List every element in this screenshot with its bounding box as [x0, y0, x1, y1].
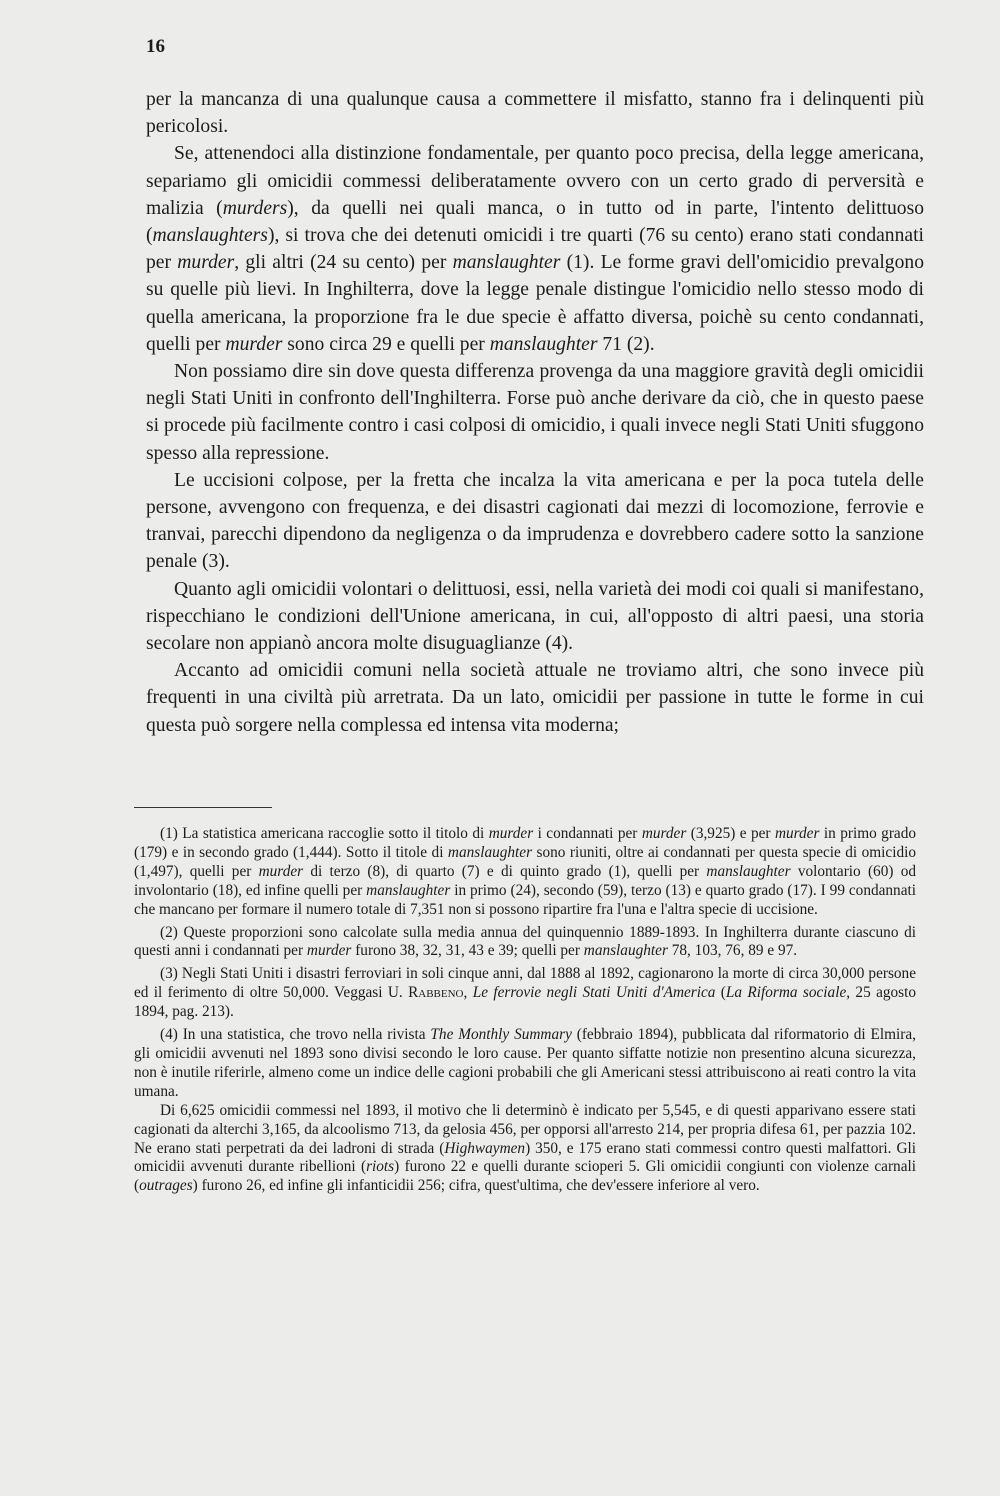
italic-term: murder: [488, 825, 534, 842]
italic-term: manslaughters: [152, 225, 268, 247]
text-run: di terzo (8), di quarto (7) e di quinto grado (1), quelli per: [303, 862, 707, 880]
italic-term: murder: [177, 252, 235, 274]
italic-term: manslaughter: [489, 333, 598, 355]
body-paragraph: [146, 86, 924, 140]
main-text: [146, 86, 924, 739]
text-run: (1). Le forme gravi dell'omicidio prevalgono su quelle più lievi. In Inghilterra, dove la legge penale distingue l'omicidio nello stesso modo di quella americana, la proporzione fra le due specie è affatto diversa, poichè su cento condannati, quelli per: [146, 252, 924, 355]
italic-term: riots: [366, 1158, 395, 1176]
footnotes: [134, 825, 916, 1196]
text-run: , 25 agosto 1894, pag. 213).: [134, 984, 917, 1021]
italic-term: Le ferrovie negli Stati Uniti d'America: [472, 984, 716, 1002]
italic-term: murder: [306, 942, 352, 960]
text-run: (3,925) e per: [686, 825, 775, 842]
text-run: per la mancanza di una qualunque causa a commettere il misfatto, stanno fra i delinquenti più pericolosi.: [146, 89, 924, 138]
text-run: (3) Negli Stati Uniti i disastri ferroviari in soli cinque anni, dal 1888 al 1892, cagionarono la morte di circa 30,000 persone ed il ferimento di oltre 50,000. Veggasi U.: [134, 965, 916, 1002]
footnote: [134, 825, 916, 920]
footnote-rule: [134, 807, 272, 808]
text-run: ) furono 22 e quelli durante scioperi 5. Gli omicidii congiunti con violenze carnali (: [134, 1158, 916, 1195]
text-run: sono circa 29 e quelli per: [282, 333, 490, 355]
italic-term: The Monthly Summary: [430, 1026, 572, 1044]
italic-term: manslaughter: [447, 843, 533, 861]
italic-term: murder: [641, 825, 687, 842]
footnote: [134, 1102, 916, 1197]
body-paragraph: [146, 657, 924, 739]
italic-term: La Riforma sociale: [725, 984, 847, 1002]
body-paragraph: [146, 467, 924, 576]
text-run: ), da quelli nei quali manca, o in tutto od in parte, l'intento delittuoso (: [146, 197, 924, 247]
text-run: , gli altri (24 su cento) per: [234, 252, 453, 274]
text-run: Se, attenendoci alla distinzione fondamentale, per quanto poco precisa, della legge americana, separiamo gli omicidii commessi deliberatamente ovvero con un certo grado di perversità e malizia (: [146, 143, 924, 219]
text-run: ) 350, e 175 erano stati commessi contro questi malfattori. Gli omicidii avvenuti durante ribellioni (: [134, 1139, 916, 1176]
footnote: [134, 965, 916, 1022]
text-run: ), si trova che dei detenuti omicidi i tre quarti (76 su cento) erano stati condannati per: [146, 225, 924, 274]
italic-term: murder: [774, 825, 820, 842]
text-run: Quanto agli omicidii volontari o delittuosi, essi, nella varietà dei modi coi quali si manifestano, rispecchiano le condizioni dell'Unione americana, in cui, all'opposto di altri paesi, una storia secolare non appianò ancora molte disuguaglianze (4).: [146, 578, 924, 655]
text-run: ,: [463, 984, 473, 1002]
text-run: Non possiamo dire sin dove questa differenza provenga da una maggiore gravità degli omicidii negli Stati Uniti in confronto dell'Inghilterra. Forse può anche derivare da ciò, che in questo paese si procede più facilmente contro i casi colposi di omicidio, i quali invece negli Stati Uniti sfuggono spesso alla repressione.: [146, 361, 924, 464]
text-run: volontario (60) od involontario (18), ed infine quelli per: [134, 862, 917, 899]
page-number: 16: [146, 36, 165, 57]
italic-term: manslaughter: [583, 942, 668, 960]
text-run: (: [715, 984, 726, 1002]
text-run: 78, 103, 76, 89 e 97.: [667, 942, 798, 960]
text-run: sono riuniti, oltre ai condannati per questa specie di omicidio (1,497), quelli per: [134, 843, 917, 880]
italic-term: manslaughter: [706, 862, 791, 880]
text-run: Rabbeno: [408, 984, 464, 1002]
text-run: Le uccisioni colpose, per la fretta che incalza la vita americana e per la poca tutela delle persone, avvengono con frequenza, e dei disastri cagionati dai mezzi di locomozione, ferrovie e tranvai, parecchi dipendono da negligenza o da imprudenza e dovrebbero cadere sotto la sanzione penale (3).: [146, 469, 924, 573]
italic-term: manslaughter: [366, 881, 451, 899]
text-run: Di 6,625 omicidii commessi nel 1893, il motivo che li determinò è indicato per 5,545, e di questi apparivano essere stati cagionati da alterchi 3,165, da alcoolismo 713, da gelosia 456, per opporsi all'arresto 214, per propria difesa 61, per pazzia 102. Ne erano stati perpetrati da dei ladroni di strada (: [134, 1101, 916, 1157]
body-paragraph: [146, 576, 924, 658]
italic-term: outrages: [139, 1177, 193, 1195]
text-run: in primo (24), secondo (59), terzo (13) e quarto grado (17). I 99 condannati che mancano per formare il numero totale di 7,351 non si possono ripartire fra l'una e l'altra specie di uccisione.: [134, 881, 916, 918]
text-run: (4) In una statistica, che trovo nella rivista: [160, 1026, 431, 1044]
italic-term: Highwaymen: [444, 1139, 526, 1157]
footnote: [134, 924, 916, 962]
body-paragraph: [146, 358, 924, 467]
text-run: (1) La statistica americana raccoglie sotto il titolo di: [160, 825, 489, 842]
text-run: in primo grado (179) e in secondo grado (1,444). Sotto il titole di: [134, 825, 916, 861]
body-paragraph: [146, 140, 924, 358]
footnote: [134, 1026, 916, 1102]
text-run: i condannati per: [533, 825, 642, 842]
italic-term: manslaughter: [452, 252, 561, 274]
italic-term: murder: [225, 333, 283, 355]
text-run: ) furono 26, ed infine gli infanticidii 256; cifra, quest'ultima, che dev'essere inferiore al vero.: [192, 1177, 760, 1195]
text-run: (2) Queste proporzioni sono calcolate sulla media annua del quinquennio 1889-1893. In Inghilterra durante ciascuno di questi anni i condannati per: [134, 923, 916, 960]
text-run: Accanto ad omicidii comuni nella società attuale ne troviamo altri, che sono invece più frequenti in una civiltà più arretrata. Da un lato, omicidii per passione in tutte le forme in cui questa può sorgere nella complessa ed intensa vita moderna;: [146, 660, 924, 736]
italic-term: murder: [258, 862, 304, 880]
italic-term: murders: [222, 197, 288, 219]
text-run: furono 38, 32, 31, 43 e 39; quelli per: [351, 942, 584, 960]
text-run: 71 (2).: [597, 333, 655, 355]
text-run: (febbraio 1894), pubblicata dal riformatorio di Elmira, gli omicidii avvenuti nel 1893 sono divisi secondo le loro cause. Per quanto siffatte notizie non presentino alcuna sicurezza, non è inutile riferirle, almeno come un indice delle cagioni probabili che gli Americani stessi attribuiscono ai reati contro la vita umana.: [134, 1026, 917, 1100]
